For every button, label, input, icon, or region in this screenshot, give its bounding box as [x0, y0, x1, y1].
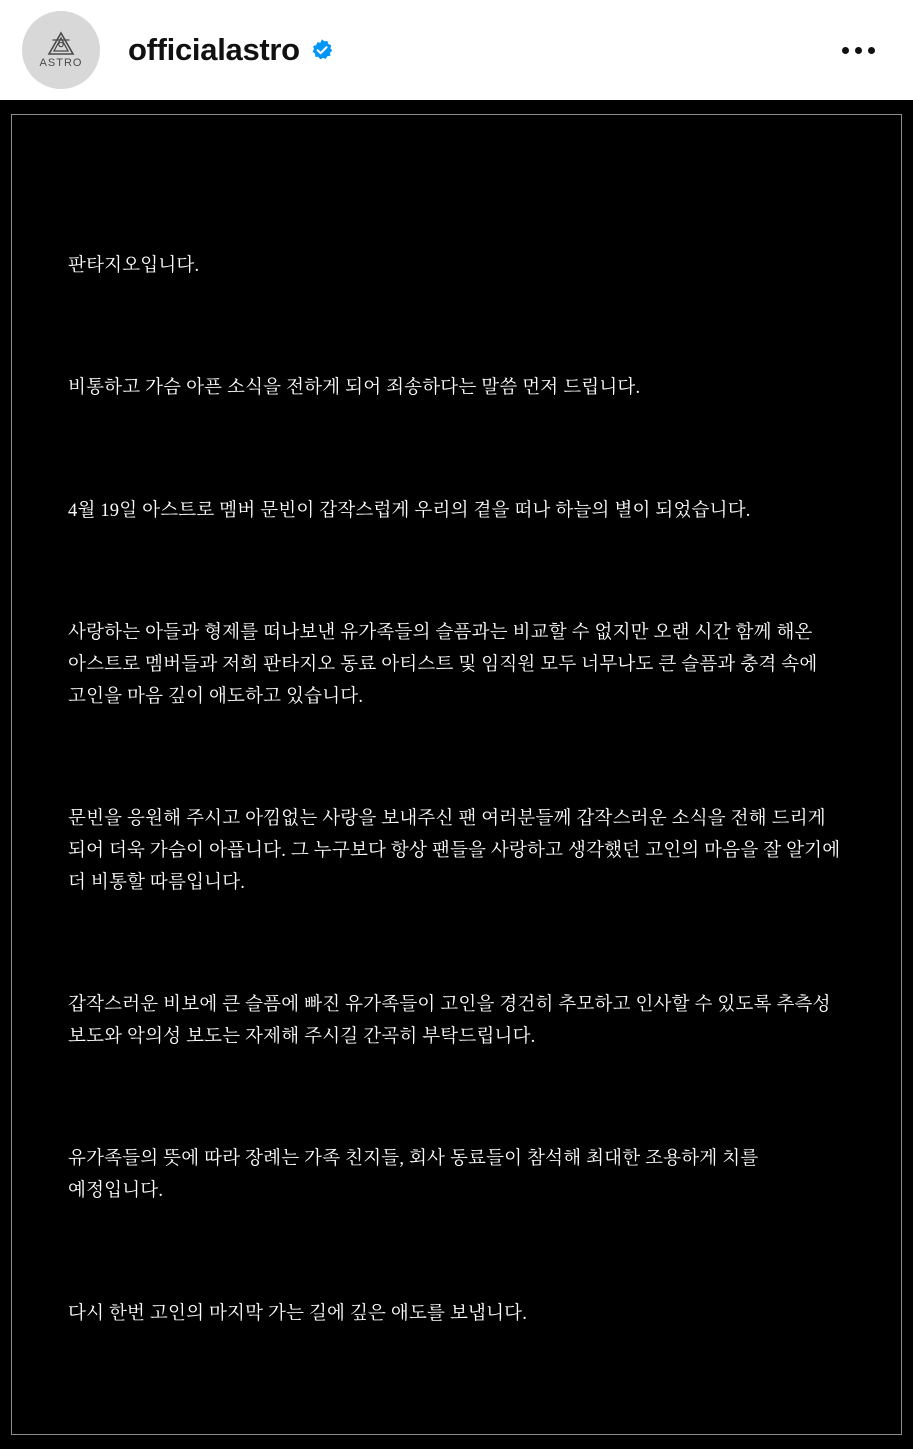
- more-dot-1: [842, 47, 849, 54]
- verified-badge-icon: [310, 38, 334, 62]
- more-dot-3: [868, 47, 875, 54]
- statement-paragraph: 유가족들의 뜻에 따라 장례는 가족 친지들, 회사 동료들이 참석해 최대한 조용하게 치를 예정입니다.: [68, 1149, 764, 1202]
- statement-paragraph: 비통하고 가슴 아픈 소식을 전하게 되어 죄송하다는 말씀 먼저 드립니다.: [68, 378, 641, 399]
- statement-paragraph: 문빈을 응원해 주시고 아낌없는 사랑을 보내주신 팬 여러분들께 갑작스러운 소식을 전해 드리게 되어 더욱 가슴이 아픕니다. 그 누구보다 항상 팬들을 사랑하고 생각했던 고인의 마음을 잘 알기에 더 비통할 따름입니다.: [68, 809, 846, 893]
- post-header: [0, 0, 913, 100]
- more-options-icon[interactable]: [836, 37, 881, 64]
- statement-text: [68, 187, 845, 1394]
- statement-paragraph: 판타지오입니다.: [68, 255, 200, 276]
- username-group[interactable]: [128, 32, 836, 68]
- more-dot-2: [855, 47, 862, 54]
- statement-paragraph: 다시 한번 고인의 마지막 가는 길에 깊은 애도를 보냅니다.: [68, 1303, 528, 1324]
- post-image-area[interactable]: [0, 100, 913, 1449]
- statement-card: [11, 114, 902, 1435]
- statement-paragraph: 사랑하는 아들과 형제를 떠나보낸 유가족들의 슬픔과는 비교할 수 없지만 오랜 시간 함께 해온 아스트로 멤버들과 저희 판타지오 동료 아티스트 및 임직원 모두 너무나도 큰 슬픔과 충격 속에 고인을 마음 깊이 애도하고 있습니다.: [68, 622, 823, 707]
- astro-logo-icon: [46, 31, 76, 58]
- statement-paragraph: 4월 19일 아스트로 멤버 문빈이 갑작스럽게 우리의 곁을 떠나 하늘의 별이 되었습니다.: [68, 500, 751, 521]
- avatar-label: ASTRO: [39, 57, 83, 69]
- statement-paragraph: 갑작스러운 비보에 큰 슬픔에 빠진 유가족들이 고인을 경건히 추모하고 인사할 수 있도록 추측성 보도와 악의성 보도는 자제해 주시길 간곡히 부탁드립니다.: [68, 995, 836, 1047]
- username[interactable]: officialastro: [128, 32, 300, 67]
- avatar[interactable]: [22, 11, 100, 89]
